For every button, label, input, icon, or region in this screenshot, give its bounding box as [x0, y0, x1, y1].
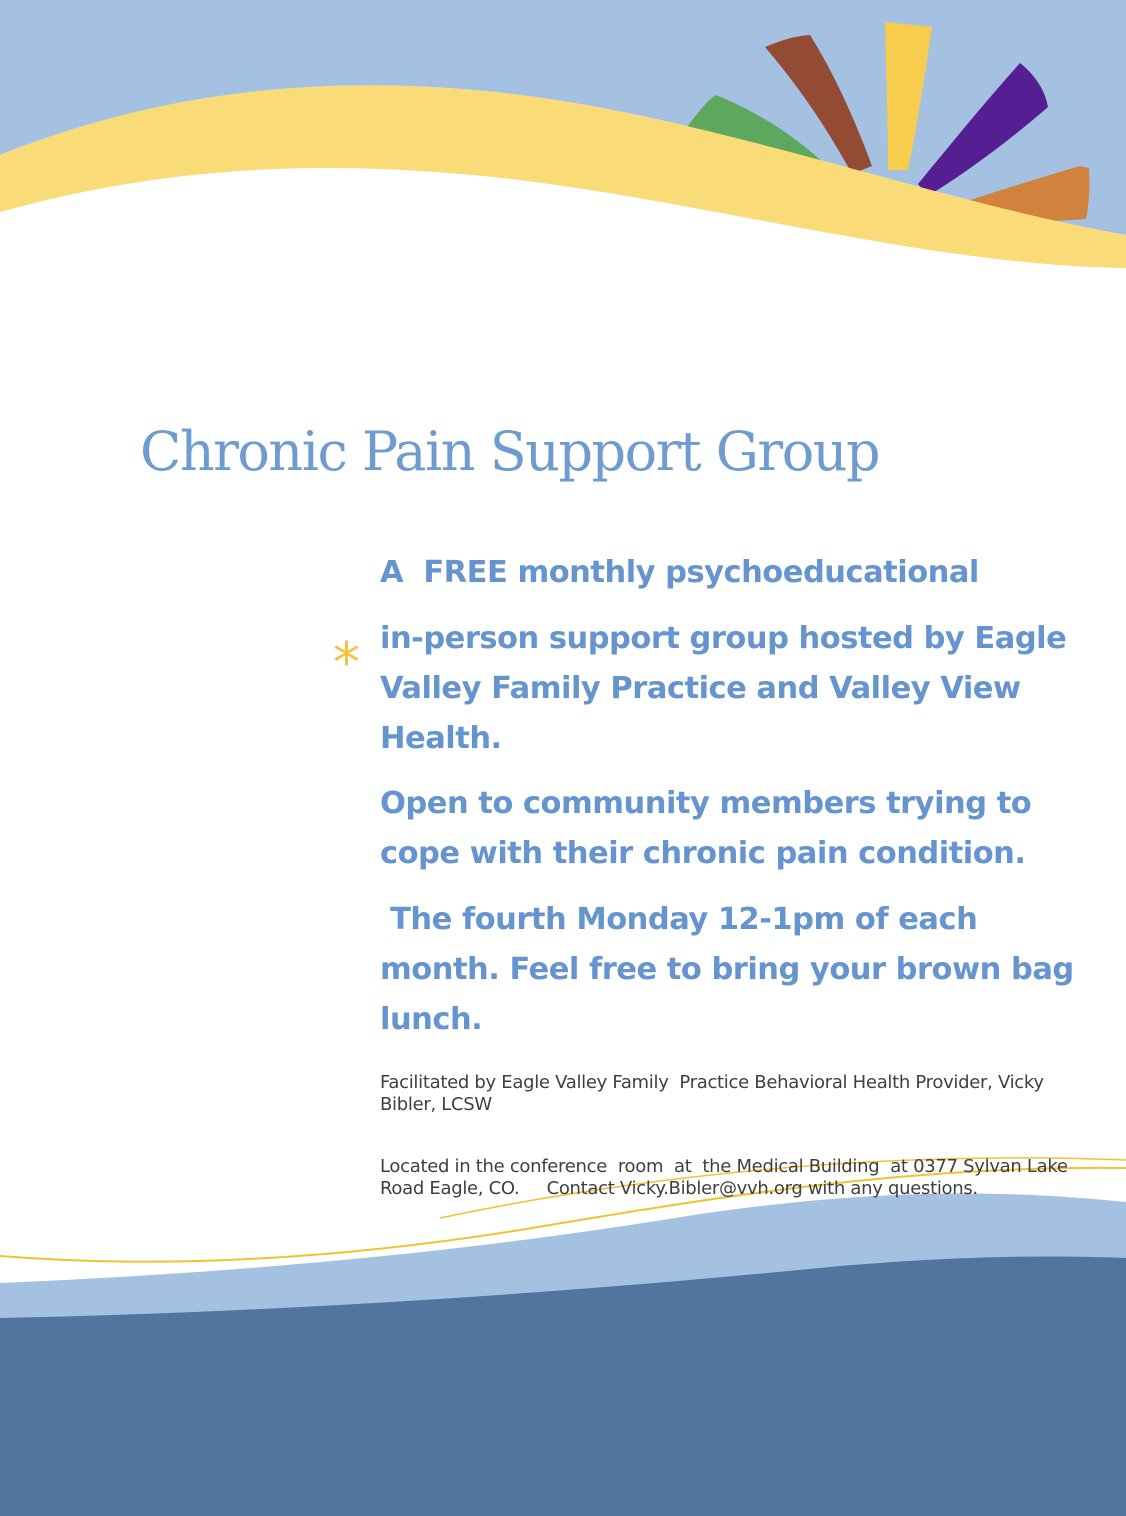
host-line: in-person support group hosted by Eagle Valley Family Practice and Valley View Health. [380, 621, 1067, 756]
open-line: Open to community members trying to cope with their chronic pain condition. [380, 786, 1032, 871]
schedule-line: The fourth Monday 12-1pm of each month. Feel free to bring your brown bag lunch. [380, 902, 1084, 1037]
intro-line: A FREE monthly psychoeducational [380, 555, 979, 590]
page-title: Chronic Pain Support Group [140, 420, 880, 483]
asterisk-icon: * [333, 631, 360, 694]
facilitator-text: Facilitated by Eagle Valley Family Practice Behavioral Health Provider, Vicky Bibler, LCSW [380, 1072, 1050, 1115]
location-text: Located in the conference room at the Medical Building at 0377 Sylvan Lake Road Eagle, CO. Contact Vicky.Bibler@vvh.org with any questions. [380, 1156, 1074, 1199]
